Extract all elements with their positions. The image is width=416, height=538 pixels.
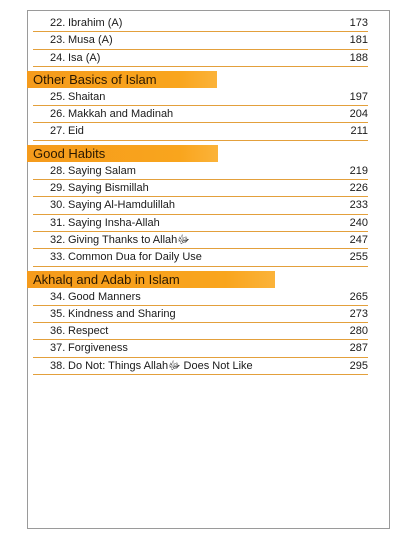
entry-number: 22.	[50, 17, 66, 29]
entry-title: Good Manners	[68, 290, 141, 303]
entry-page: 204	[349, 108, 368, 121]
entry-page: 226	[349, 182, 368, 195]
entry-page: 188	[349, 51, 368, 64]
entry-title: Kindness and Sharing	[68, 307, 176, 320]
entry-page: 219	[349, 164, 368, 177]
entry-page: 173	[349, 17, 368, 29]
entry-page: 211	[350, 125, 368, 138]
entry-page: 265	[349, 290, 368, 303]
entry-number: 32.	[50, 233, 66, 246]
table-of-contents	[33, 15, 368, 375]
entry-title: Common Dua for Daily Use	[68, 251, 202, 264]
section-heading: Akhalq and Adab in Islam	[27, 271, 275, 288]
toc-entry[interactable]	[33, 89, 368, 106]
entry-number: 25.	[50, 90, 66, 103]
entry-number: 26.	[50, 108, 66, 121]
entry-number: 35.	[50, 307, 66, 320]
entry-page: 295	[349, 359, 368, 372]
entry-page: 255	[349, 251, 368, 264]
entry-title: Saying Insha-Allah	[68, 216, 160, 229]
entry-number: 30.	[50, 199, 66, 212]
entry-title: Saying Al-Hamdulillah	[68, 199, 175, 212]
toc-entry[interactable]	[33, 306, 368, 323]
entry-title: Giving Thanks to Allahﷻ	[68, 233, 190, 246]
entry-title: Ibrahim (A)	[68, 17, 123, 29]
section-heading: Other Basics of Islam	[27, 71, 217, 88]
toc-entry[interactable]	[33, 289, 368, 306]
toc-entry[interactable]	[33, 358, 368, 375]
entry-title: Shaitan	[68, 90, 106, 103]
entry-number: 23.	[50, 34, 66, 47]
toc-entry[interactable]	[33, 215, 368, 232]
entry-page: 197	[349, 90, 368, 103]
entry-page: 280	[349, 325, 368, 338]
section-heading: Good Habits	[27, 145, 218, 162]
entry-title: Makkah and Madinah	[68, 108, 174, 121]
entry-title: Saying Salam	[68, 164, 136, 177]
toc-entry[interactable]	[33, 50, 368, 67]
entry-title: Respect	[68, 325, 109, 338]
entry-number: 33.	[50, 251, 66, 264]
entry-number: 29.	[50, 182, 66, 195]
toc-entry[interactable]	[33, 106, 368, 123]
entry-number: 37.	[50, 342, 66, 355]
entry-title: Saying Bismillah	[68, 182, 149, 195]
entry-title: Isa (A)	[68, 51, 101, 64]
entry-title: Musa (A)	[68, 34, 113, 47]
entry-page: 287	[349, 342, 368, 355]
entry-number: 28.	[50, 164, 66, 177]
entry-page: 181	[349, 34, 368, 47]
entry-number: 36.	[50, 325, 66, 338]
toc-entry[interactable]	[33, 340, 368, 357]
entry-number: 34.	[50, 290, 66, 303]
entry-page: 233	[349, 199, 368, 212]
entry-title: Forgiveness	[68, 342, 128, 355]
entry-title: Do Not: Things Allahﷻ Does Not Like	[68, 359, 253, 372]
toc-entry[interactable]	[33, 123, 368, 140]
entry-page: 273	[349, 307, 368, 320]
entry-number: 24.	[50, 51, 66, 64]
toc-entry[interactable]	[33, 15, 368, 32]
toc-entry[interactable]	[33, 163, 368, 180]
entry-page: 240	[349, 216, 368, 229]
toc-entry[interactable]	[33, 232, 368, 249]
toc-entry[interactable]	[33, 32, 368, 49]
toc-entry[interactable]	[33, 323, 368, 340]
toc-entry[interactable]	[33, 197, 368, 214]
entry-number: 27.	[50, 125, 66, 138]
toc-entry[interactable]	[33, 180, 368, 197]
entry-title: Eid	[68, 125, 84, 138]
entry-page: 247	[349, 233, 368, 246]
entry-number: 38.	[50, 359, 66, 372]
toc-entry[interactable]	[33, 249, 368, 266]
entry-number: 31.	[50, 216, 66, 229]
